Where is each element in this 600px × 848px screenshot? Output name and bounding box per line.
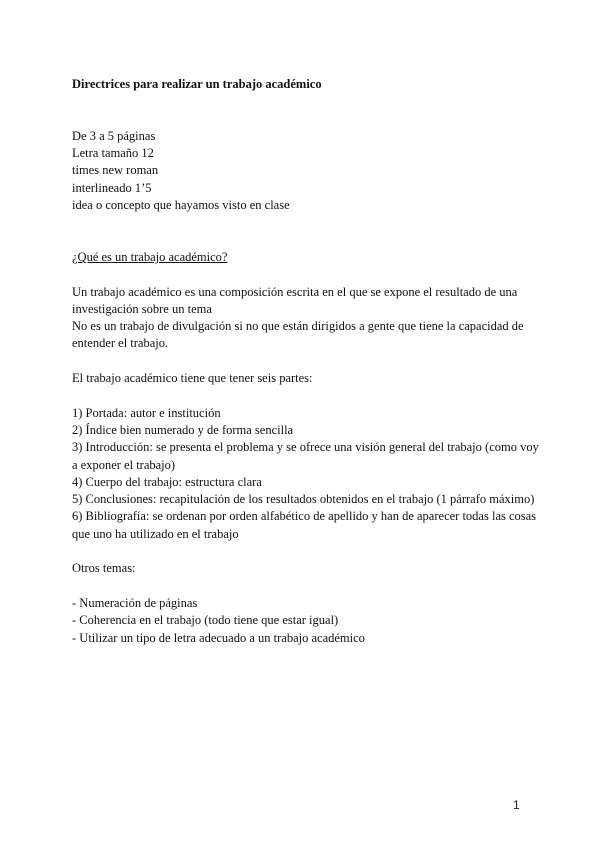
document-title: Directrices para realizar un trabajo académico <box>72 77 322 91</box>
part-item: 3) Introducción: se presenta el problema y se ofrece una visión general del trabajo (como voy a exponer el trabajo) <box>72 440 542 472</box>
other-topic-item: - Coherencia en el trabajo (todo tiene que estar igual) <box>72 613 339 628</box>
part-item: 2) Índice bien numerado y de forma sencilla <box>72 422 294 437</box>
requirement-item: Letra tamaño 12 <box>72 146 154 161</box>
part-item: 6) Bibliografía: se ordenan por orden alfabético de apellido y han de aparecer todas las cosas que uno ha utilizado en el trabajo <box>72 509 540 541</box>
spacer <box>72 214 542 231</box>
requirement-item: De 3 a 5 páginas <box>72 128 156 143</box>
requirement-item: times new roman <box>72 163 159 178</box>
other-topics-list <box>72 595 542 647</box>
spacer <box>72 387 542 404</box>
requirement-item: interlineado 1’5 <box>72 180 152 195</box>
other-topic-item: - Numeración de páginas <box>72 595 198 610</box>
other-topics-heading: Otros temas: <box>72 561 136 576</box>
part-item: 4) Cuerpo del trabajo: estructura clara <box>72 474 262 489</box>
page-number: 1 <box>513 798 520 812</box>
requirement-item: idea o concepto que hayamos visto en clase <box>72 198 290 213</box>
page-content <box>72 76 542 647</box>
parts-list <box>72 405 542 543</box>
spacer <box>72 232 542 249</box>
definition-paragraph <box>72 284 542 353</box>
spacer <box>72 578 542 595</box>
requirements-list <box>72 128 542 214</box>
section-heading: ¿Qué es un trabajo académico? <box>72 249 228 264</box>
definition-text: No es un trabajo de divulgación si no que están dirigidos a gente que tiene la capacidad de entender el trabajo. <box>72 319 527 351</box>
spacer <box>72 543 542 560</box>
definition-text: Un trabajo académico es una composición escrita en el que se expone el resultado de una investigación sobre un tema <box>72 284 521 316</box>
spacer <box>72 93 542 110</box>
spacer <box>72 111 542 128</box>
parts-intro: El trabajo académico tiene que tener seis partes: <box>72 371 313 386</box>
spacer <box>72 353 542 370</box>
part-item: 1) Portada: autor e institución <box>72 405 221 420</box>
other-topic-item: - Utilizar un tipo de letra adecuado a un trabajo académico <box>72 630 365 645</box>
part-item: 5) Conclusiones: recapitulación de los resultados obtenidos en el trabajo (1 párrafo máximo) <box>72 492 535 507</box>
spacer <box>72 266 542 283</box>
